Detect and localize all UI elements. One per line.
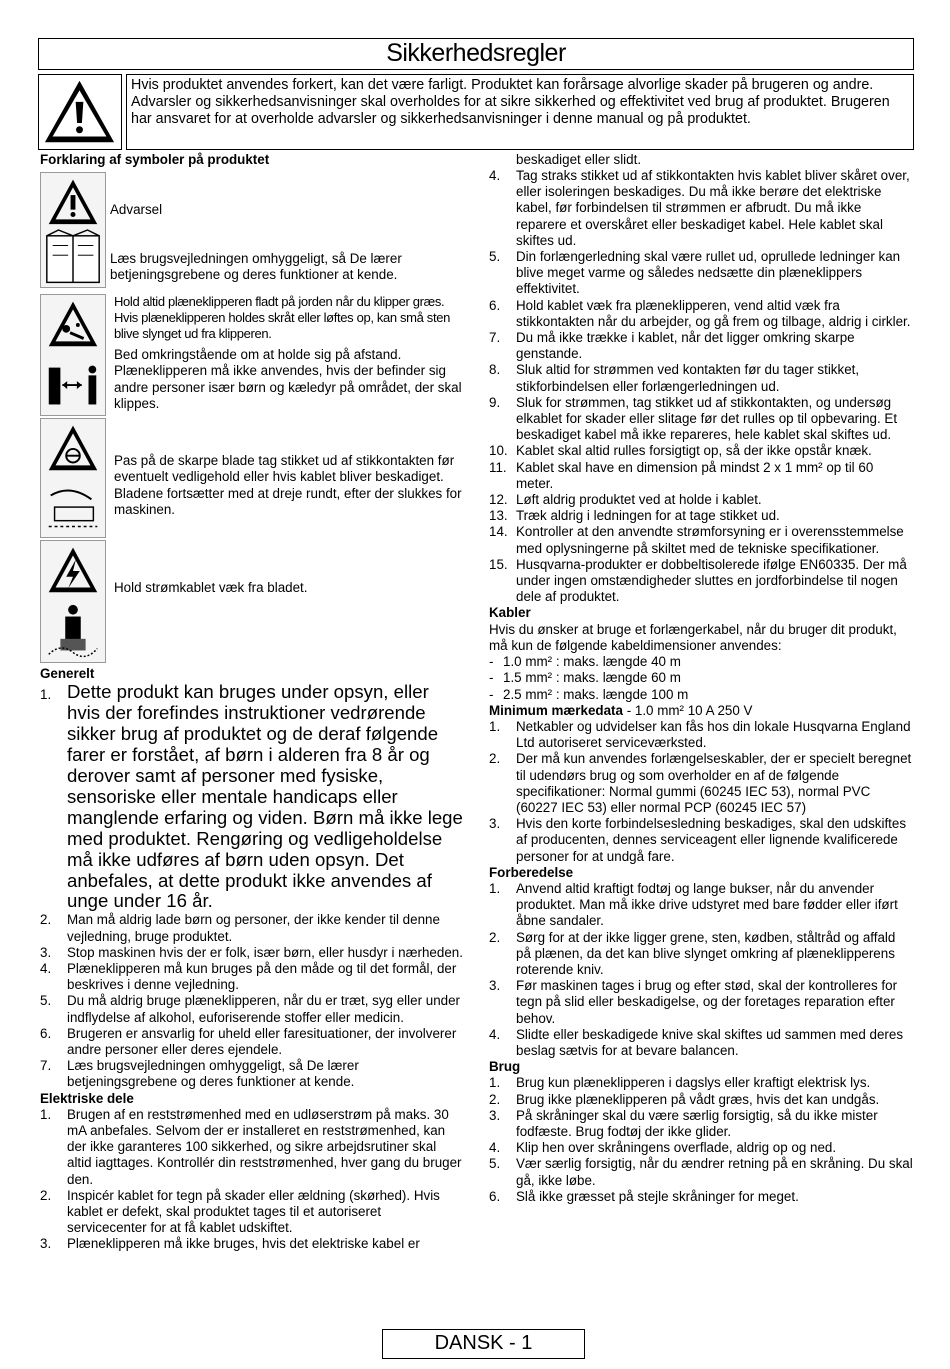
list-item: 5. Du må aldrig bruge plæneklipperen, når du er træt, syg eller under indflydelse af alkohol, euforiserende stoffer eller medicin. (40, 993, 460, 1025)
list-item: 2. Man må aldrig lade børn og personer, der ikke kender til denne vejledning, bruge produktet. (40, 912, 440, 944)
cable-dim-2: - 1.5 mm² : maks. længde 60 m (489, 670, 913, 686)
list-item: 6. Slå ikke græsset på stejle skråninger for meget. (489, 1188, 799, 1204)
list-item: 4. Plæneklipperen må kun bruges på den måde og til det formål, der beskrives i denne vejledning. (40, 960, 457, 993)
symbol-distance-text: Bed omkringstående om at holde sig på afstand. Plæneklipperen må ikke anvendes, hvis der befinder sig andre personer især børn og kæledyr på området, der skal klippes. (114, 347, 462, 411)
general-list (40, 912, 464, 1090)
list-item: 1. Netkabler og udvidelser kan fås hos din lokale Husqvarna England Ltd autoriseret serviceværksted. (489, 718, 911, 751)
cable-dim-3: - 2.5 mm² : maks. længde 100 m (489, 687, 913, 703)
general-item-1: 1. Dette produkt kan bruges under opsyn, eller hvis der forefindes instruktioner vedrørende sikker brug af produktet og de deraf følgende farer er forstået, af børn i alderen fra 8 år og derover samt af personer med fysiske, sensoriske eller mentale handicaps eller manglende erfaring og viden. Børn må ikke lege med produktet. Rengøring og vedligeholdelse må ikke udføres af børn uden opsyn. Det anbefales, at dette produkt ikke anvendes af unge under 16 år. (40, 681, 463, 912)
minimum-rating-label: Minimum mærkedata (489, 702, 623, 718)
list-item: 7. Læs brugsvejledningen omhyggeligt, så De lærer betjeningsgrebene og deres funktioner at kende. (40, 1058, 359, 1090)
cables-intro: Hvis du ønsker at bruge et forlængerkabel, når du bruger dit produkt, må kun de følgende kabeldimensioner anvendes: (489, 621, 897, 653)
minimum-rating (489, 703, 913, 719)
list-item: 3. På skråninger skal du være særlig forsigtig, så du ikke mister fodfæste. Brug fodtøj der ikke glider. (489, 1107, 878, 1139)
page-footer: DANSK - 1 (382, 1329, 585, 1359)
warning-manual-icon (40, 172, 106, 288)
list-item: 5. Vær særlig forsigtig, når du ændrer retning på en skråning. Du skal gå, ikke løbe. (489, 1156, 913, 1188)
list-item: 13. Træk aldrig i ledningen for at tage stikket ud. (489, 508, 780, 524)
list-item: 4. Klip hen over skråningens overflade, aldrig op og ned. (489, 1140, 837, 1156)
left-column (40, 152, 464, 1252)
use-list (489, 1075, 913, 1205)
electrical-list-left (40, 1107, 464, 1253)
electrical-heading: Elektriske dele (40, 1090, 134, 1106)
preparation-heading: Forberedelse (489, 864, 574, 880)
use-heading: Brug (489, 1059, 521, 1075)
list-item: 12. Løft aldrig produktet ved at holde i kablet. (489, 492, 762, 508)
electrical-list-right (489, 152, 913, 605)
symbol-group-3 (40, 418, 464, 540)
general-item-1-text: Dette produkt kan bruges under opsyn, eller hvis der forefindes instruktioner vedrørende sikker brug af produktet og de deraf følgende farer er forstået, af børn i alderen fra 8 år og derover samt af personer med fysiske, sensoriske eller mentale handicaps eller manglende erfaring og viden. Børn må ikke lege med produktet. Rengøring og vedligeholdelse må ikke udføres af børn uden opsyn. Det anbefales, at dette produkt ikke anvendes af unge under 16 år. (67, 681, 463, 912)
cables-heading: Kabler (489, 605, 531, 621)
list-item-continued: beskadiget eller slidt. (516, 152, 642, 168)
symbol-blades-text: Pas på de skarpe blade tag stikket ud af stikkontakten før eventuelt vedligehold eller hvis kablet bliver beskadiget. Bladene fortsætter med at dreje rundt, efter der slukkes for maskinen. (114, 453, 462, 517)
list-item: 6. Hold kablet væk fra plæneklipperen, vend altid væk fra stikkontakten når du arbejder, og gå frem og tilbage, aldrig i cirkler. (489, 297, 911, 329)
list-item: 6. Brugeren er ansvarlig for uheld eller faresituationer, der involverer andre personer eller deres ejendele. (40, 1025, 457, 1057)
general-heading: Generelt (40, 666, 95, 682)
list-item: 4. Slidte eller beskadigede knive skal skiftes ud sammen med deres beslag sætvis for at bevare balancen. (489, 1026, 904, 1058)
symbol-group-4 (40, 540, 464, 666)
list-item: 4. Tag straks stikket ud af stikkontakten hvis kablet bliver skåret over, eller isoleringen beskadiges. Du må ikke berøre det elektriske kabel, før forbindelsen til strømmen er afbrudt. Du må ikke reparere et overskåret eller beskadiget kabel. Hele kablet skal skiftes ud. (489, 168, 910, 248)
symbol-group-1 (40, 168, 464, 288)
list-item: 8. Sluk altid for strømmen ved kontakten før du tager stikket, stikforbindelsen eller forlængerledningen ud. (489, 362, 860, 394)
list-item: 2. Brug ikke plæneklipperen på vådt græs, hvis det kan undgås. (489, 1091, 880, 1107)
right-column (489, 152, 913, 1205)
page-title: Sikkerhedsregler (38, 38, 914, 70)
symbol-cable-text: Hold strømkablet væk fra bladet. (114, 580, 308, 596)
symbol-flat-text: Hold altid plæneklipperen fladt på jorden når du klipper græs. Hvis plæneklipperen holdes skråt eller løftes op, kan små sten blive slynget ud fra klipperen. (114, 294, 450, 342)
thrown-objects-bystander-icon (40, 294, 106, 416)
list-item: 3. Plæneklipperen må ikke bruges, hvis det elektriske kabel er (40, 1236, 420, 1252)
list-item: 5. Din forlængerledning skal være rullet ud, oprullede ledninger kan blive meget varme og således nedsætte din plæneklippers effektivitet. (489, 249, 901, 297)
list-item: 3. Stop maskinen hvis der er folk, især børn, eller husdyr i nærheden. (40, 944, 463, 960)
intro-warning-text: Hvis produktet anvendes forkert, kan det være farligt. Produktet kan forårsage alvorlige skader på brugeren og andre. Advarsler og sikkerhedsanvisninger skal overholdes for at sikre sikkerhed og effektivitet ved brug af produktet. Brugeren har ansvaret for at overholde advarsler og sikkerhedsanvisninger i denne manual og på produktet. (126, 74, 914, 150)
list-item: 3. Før maskinen tages i brug og efter stød, skal der kontrolleres for tegn på slid eller beskadigelse, og der foretages reparation efter behov. (489, 978, 898, 1026)
cables-list (489, 719, 913, 865)
list-item: 2. Sørg for at der ikke ligger grene, sten, kødben, ståltråd og affald på plænen, da det kan blive slynget omkring af plæneklipperens roterende kniv. (489, 929, 896, 977)
symbols-heading: Forklaring af symboler på produktet (40, 152, 270, 167)
electric-cable-icon (40, 540, 106, 663)
list-item: 14. Kontroller at den anvendte strømforsyning er i overensstemmelse med oplysningerne på skiltet med de tekniske specifikationer. (489, 524, 904, 556)
list-item: 7. Du må ikke trække i kablet, når det ligger omkring skarpe genstande. (489, 330, 855, 362)
list-item: 1. Anvend altid kraftigt fodtøj og lange bukser, når du anvender produktet. Man må ikke drive udstyret med bare fødder eller iført åbne sandaler. (489, 880, 898, 929)
list-item: 11. Kablet skal have en dimension på mindst 2 x 1 mm² op til 60 meter. (489, 459, 874, 491)
list-item: 15. Husqvarna-produkter er dobbeltisolerede ifølge EN60335. Der må under ingen omstændigheder sluttes en jordforbindelse til nogen dele af produktet. (489, 556, 907, 605)
cable-dim-1: - 1.0 mm² : maks. længde 40 m (489, 654, 913, 670)
list-item: 9. Sluk for strømmen, tag stikket ud af stikkontakten, og undersøg elkablet for skader eller slitage før det rulles op til opbevaring. Et beskadiget kabel må ikke repareres, hele kablet skal skiftes ud. (489, 394, 898, 443)
list-item: 3. Hvis den korte forbindelsesledning beskadiges, skal den udskiftes af producenten, dennes serviceagent eller lignende kvalificerede personer for at undgå fare. (489, 816, 907, 864)
symbol-warning-text: Advarsel (110, 202, 163, 218)
list-item: 10. Kablet skal altid rulles forsigtigt op, så der ikke opstår knæk. (489, 443, 872, 459)
minimum-rating-value: - 1.0 mm² 10 A 250 V (626, 702, 753, 718)
preparation-list (489, 881, 913, 1059)
list-item: 2. Inspicér kablet for tegn på skader eller ældning (skørhed). Hvis kablet er defekt, skal produktet tages til et autoriseret servicecenter for at få kablet udskiftet. (40, 1187, 440, 1236)
list-item: 1. Brug kun plæneklipperen i dagslys eller kraftigt elektrisk lys. (489, 1075, 871, 1091)
symbol-group-2 (40, 294, 464, 418)
list-item: 1. Brugen af en reststrømenhed med en udløserstrøm på maks. 30 mA anbefales. Selvom der er installeret en reststrømenhed, kan der ikke garanteres 100 sikkerhed, og sikre arbejdsrutiner skal altid iagttages. Kontrollér din reststrømenhed, hver gang du bruger den. (40, 1106, 462, 1187)
sharp-blades-icon (40, 418, 106, 538)
warning-triangle-icon (38, 74, 122, 150)
symbol-manual-text: Læs brugsvejledningen omhyggeligt, så De lærer betjeningsgrebene og deres funktioner at kende. (110, 251, 402, 283)
list-item: 2. Der må kun anvendes forlængelseskabler, der er specielt beregnet til udendørs brug og som overholder en af de følgende specifikationer: Normal gummi (60245 IEC 53), normal PVC (60227 IEC 53) eller normal PCP (60245 IEC 57) (489, 751, 912, 815)
